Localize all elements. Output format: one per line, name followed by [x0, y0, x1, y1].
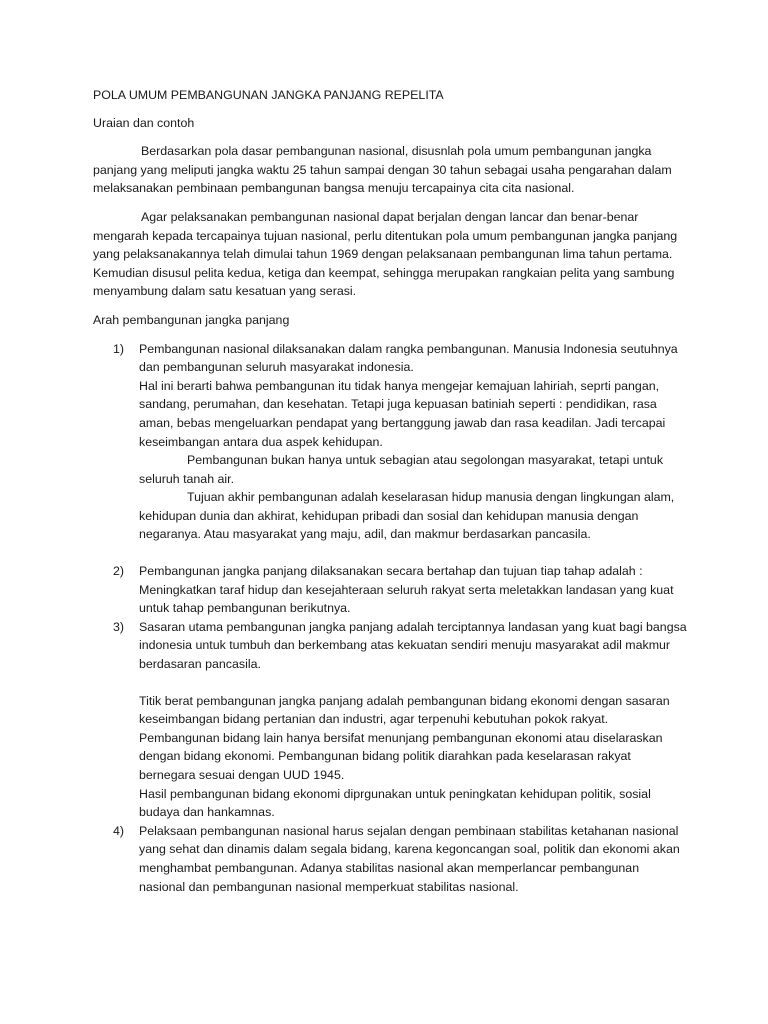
numbered-list: [93, 340, 688, 897]
list-item-4: [93, 822, 688, 896]
list-item-text: Titik berat pembangunan jangka panjang adalah pembangunan bidang ekonomi dengan sasaran keseimbangan bidang pertanian dan industri, agar terpenuhi kebutuhan pokok rakyat. Pembangunan bidang lain hanya bersifat menunjang pembangunan ekonomi atau diselaraskan dengan bidang ekonomi. Pembangunan bidang politik diarahkan pada keselarasan rakyat bernegara sesuai dengan UUD 1945.: [139, 693, 670, 782]
subtitle: Uraian dan contoh: [93, 115, 195, 130]
list-item-2: [93, 562, 688, 618]
paragraph-1: Berdasarkan pola dasar pembangunan nasional, disusnlah pola umum pembangunan jangka panjang yang meliputi jangka waktu 25 tahun sampai dengan 30 tahun sebagai usaha pengarahan dalam melaksanakan pembinaan pembangunan bangsa menuju tercapainya cita cita nasional.: [93, 144, 672, 196]
section-heading: Arah pembangunan jangka panjang: [93, 312, 290, 327]
list-item-text: Hal ini berarti bahwa pembangunan itu tidak hanya mengejar kemajuan lahiriah, seprti pangan, sandang, perumahan, dan kesehatan. Tetapi juga kepuasan batiniah seperti : pendidikan, rasa aman, bebas mengeluarkan pendapat yang bertanggung jawab dan rasa keadilan. Jadi tercapai keseimbangan antara dua aspek kehidupan.: [139, 378, 666, 449]
list-spacer: [139, 674, 688, 692]
list-item-3: [93, 618, 688, 822]
list-number: 3): [113, 619, 125, 634]
list-number: 1): [113, 341, 125, 356]
list-item-text: Hasil pembangunan bidang ekonomi diprgunakan untuk peningkatan kehidupan politik, sosial budaya dan hankamnas.: [139, 786, 651, 820]
document-title: POLA UMUM PEMBANGUNAN JANGKA PANJANG REPELITA: [93, 88, 444, 102]
list-spacer: [93, 544, 688, 562]
list-item-text: Sasaran utama pembangunan jangka panjang adalah terciptannya landasan yang kuat bagi bangsa indonesia untuk tumbuh dan berkembang atas kekuatan sendiri menuju masyarakat adil makmur berdasaran pancasila.: [139, 619, 687, 672]
paragraph-2: Agar pelaksanakan pembangunan nasional dapat berjalan dengan lancar dan benar-benar mengarah kepada tercapainya tujuan nasional, perlu ditentukan pola umum pembangunan jangka panjang yang pelaksanakannya telah dimulai tahun 1969 dengan pelaksanaan pembangunan lima tahun pertama. Kemudian disusul pelita kedua, ketiga dan keempat, sehingga merupakan rangkaian pelita yang sambung menyambung dalam satu kesatuan yang serasi.: [93, 209, 678, 299]
list-number: 2): [113, 564, 125, 579]
list-item-text: Pembangunan nasional dilaksanakan dalam rangka pembangunan. Manusia Indonesia seutuhnya dan pembangunan seluruh masyarakat indonesia.: [139, 341, 678, 375]
list-item-1: [93, 340, 688, 545]
list-item-text: Pembangunan bukan hanya untuk sebagian atau segolongan masyarakat, tetapi untuk seluruh tanah air.: [139, 453, 664, 486]
list-item-text: Tujuan akhir pembangunan adalah keselarasan hidup manusia dengan lingkungan alam, kehidupan dunia dan akhirat, kehidupan pribadi dan sosial dan kehidupan manusia dengan negaranya. Atau masyarakat yang maju, adil, dan makmur berdasarkan pancasila.: [139, 490, 675, 542]
list-number: 4): [113, 823, 125, 838]
list-item-text: Pelaksaan pembangunan nasional harus sejalan dengan pembinaan stabilitas ketahanan nasional yang sehat dan dinamis dalam segala bidang, karena kegoncangan soal, politik dan ekonomi akan menghambat pembangunan. Adanya stabilitas nasional akan memperlancar pembangunan nasional dan pembangunan nasional memperkuat stabilitas nasional.: [139, 823, 680, 894]
list-item-text: Pembangunan jangka panjang dilaksanakan secara bertahap dan tujuan tiap tahap adalah : Meningkatkan taraf hidup dan kesejahteraan seluruh rakyat serta meletakkan landasan yang kuat untuk tahap pembangunan berikutnya.: [139, 564, 674, 616]
